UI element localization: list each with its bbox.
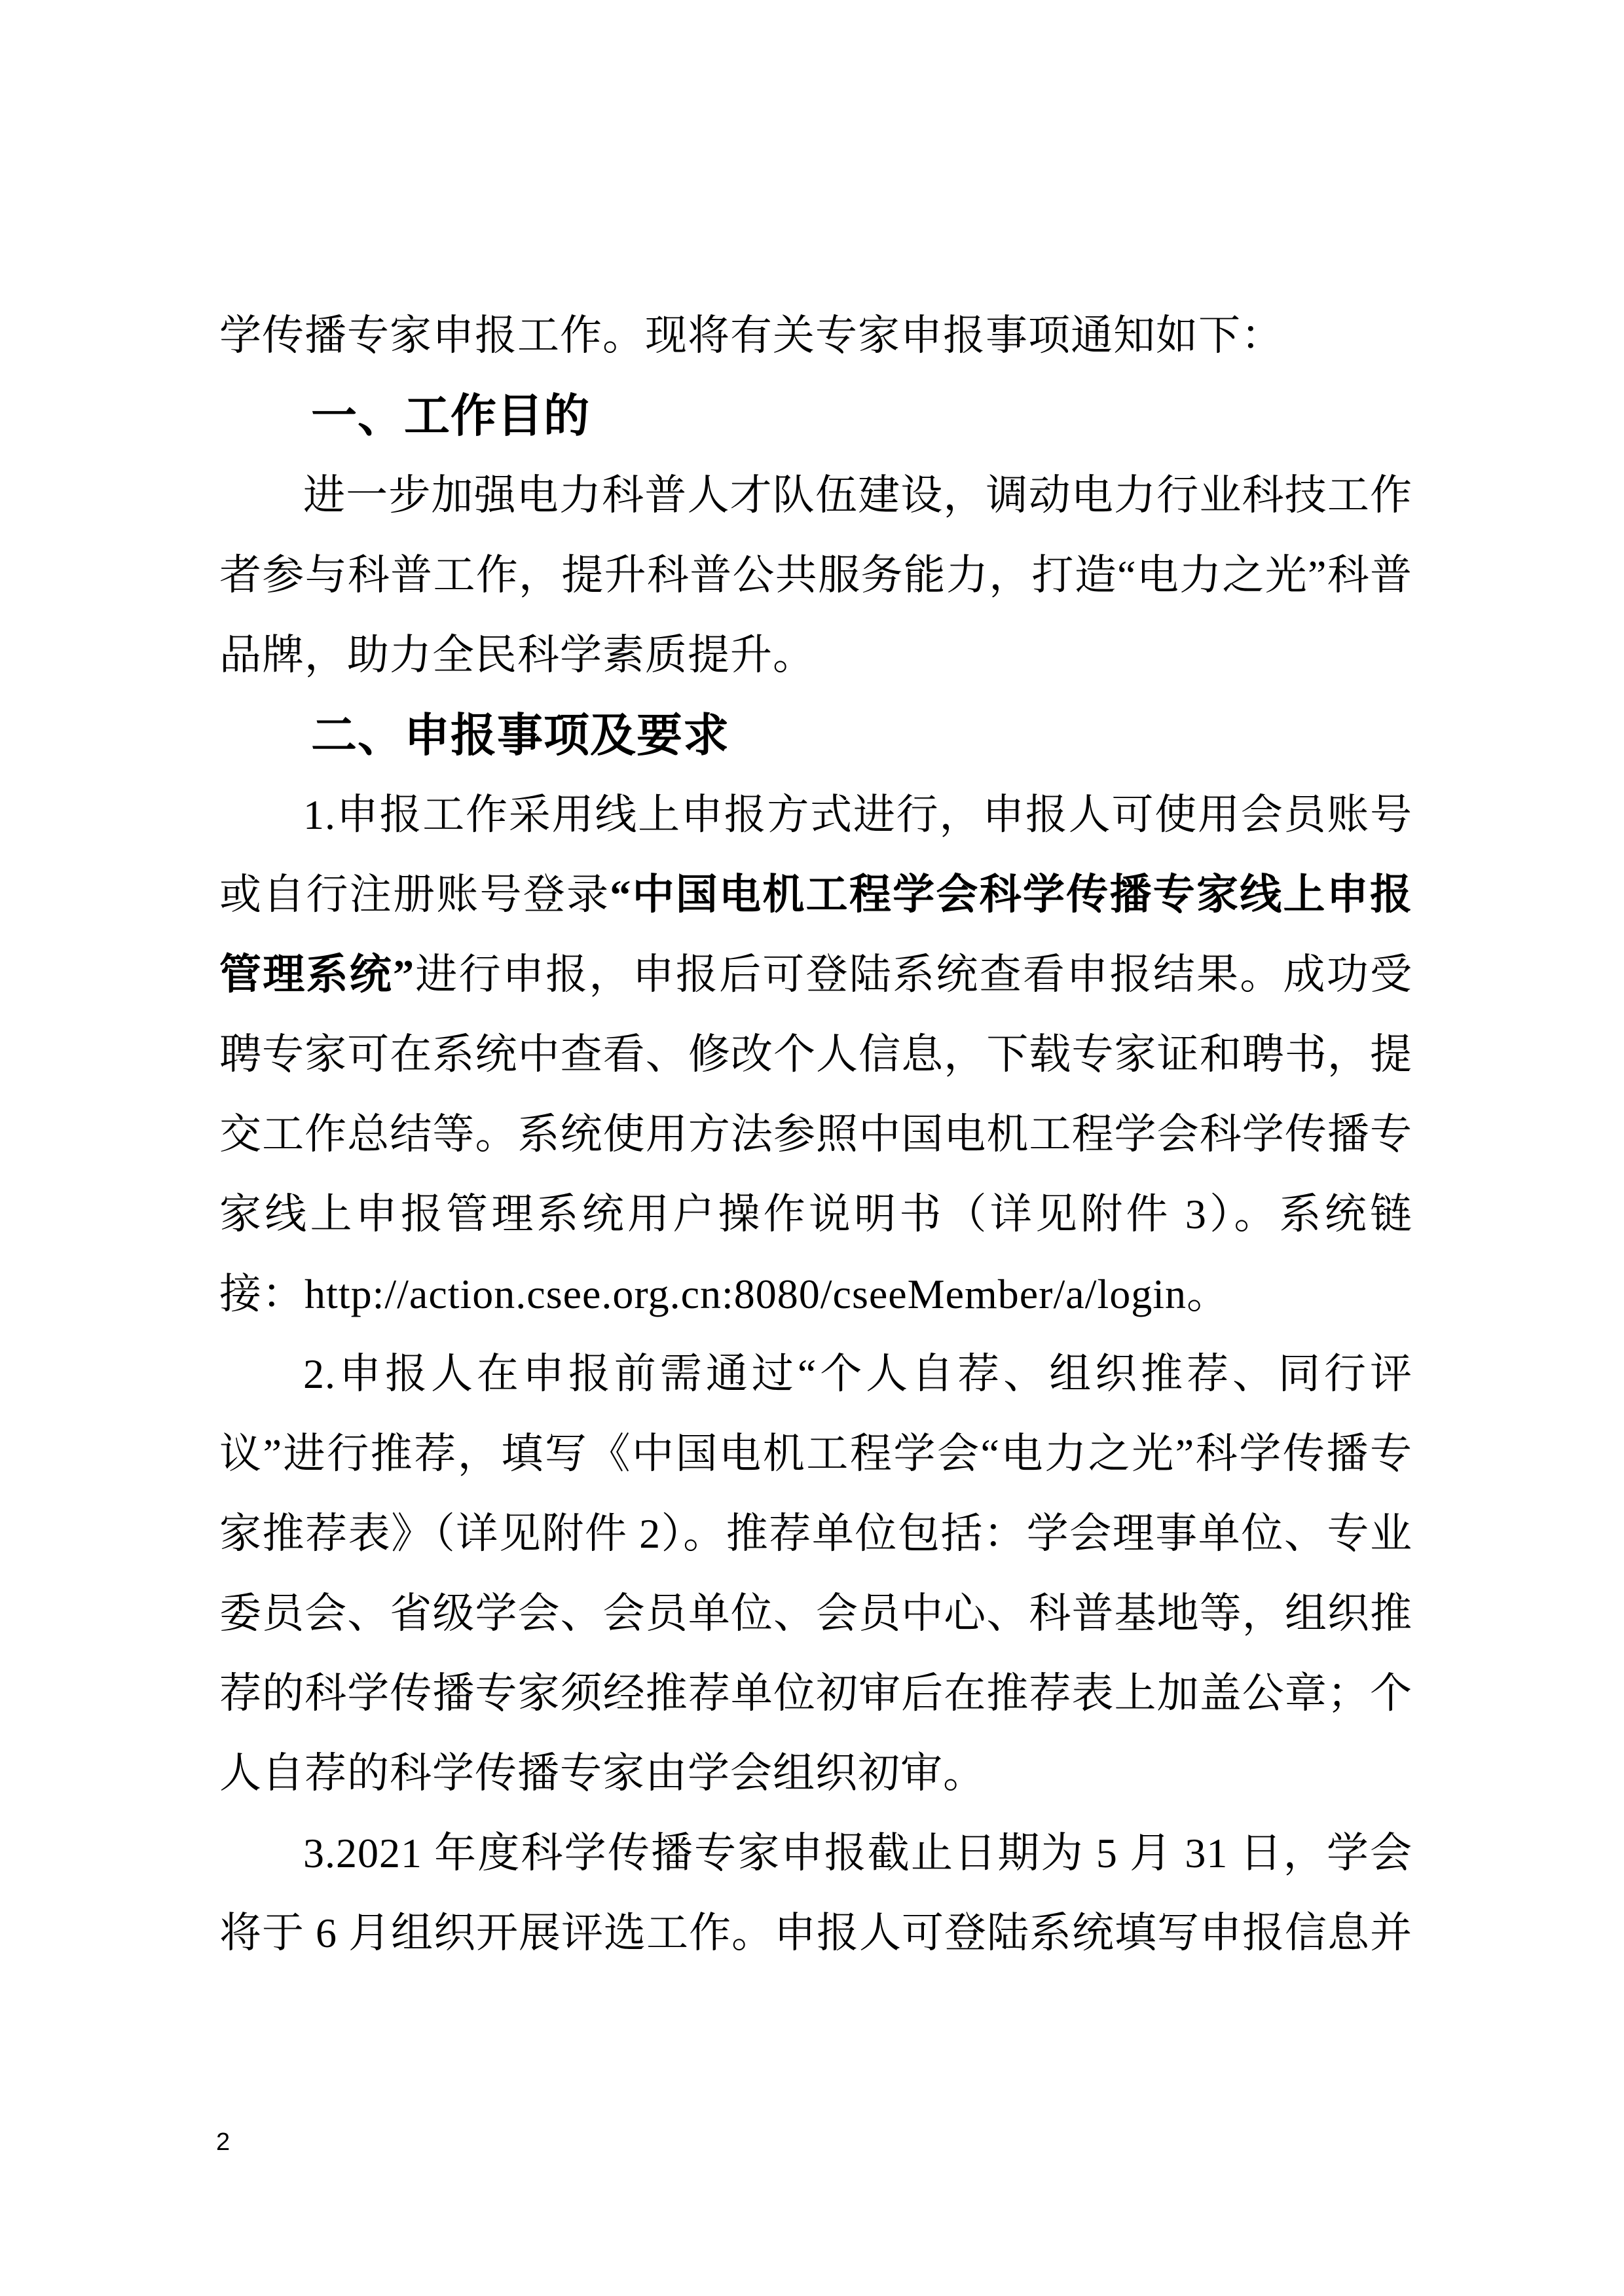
section1-paragraph: 进一步加强电力科普人才队伍建设，调动电力行业科技工作者参与科普工作，提升科普公共服务能力，打造“电力之光”科普品牌，助力全民科学素质提升。 xyxy=(219,472,1412,678)
item1-text-pre: 1.申报工作采用线上申报方式进行，申报人可使用会员账号或自行注册账号登录 xyxy=(219,792,1412,918)
item3-paragraph: 3.2021 年度科学传播专家申报截止日期为 5 月 31 日，学会将于 6 月组织开展评选工作。申报人可登陆系统填写申报信息并 xyxy=(219,1830,1412,1956)
section1-heading: 一、工作目的 xyxy=(311,390,590,441)
item2-paragraph: 2.申报人在申报前需通过“个人自荐、组织推荐、同行评议”进行推荐，填写《中国电机工程学会“电力之光”科学传播专家推荐表》（详见附件 2）。推荐单位包括：学会理事单位、专业委员会、省级学会、会员单位、会员中心、科普基地等，组织推荐的科学传播专家须经推荐单位初审后在推荐表上加盖公章；个人自荐的科学传播专家由学会组织初审。 xyxy=(219,1351,1412,1796)
system-link-url: http://action.csee.org.cn:8080/cseeMember/a/login。 xyxy=(304,1271,1229,1317)
section2-heading: 二、申报事项及要求 xyxy=(311,710,729,761)
system-name-bold: “中国电机工程学会科学传播专家线上申报管理系统” xyxy=(219,871,1413,998)
page-number: 2 xyxy=(216,2128,231,2156)
item1-paragraph xyxy=(219,775,1412,1334)
document-body xyxy=(219,296,1412,1973)
item1-text-post: 进行申报，申报后可登陆系统查看申报结果。成功受聘专家可在系统中查看、修改个人信息，下载专家证和聘书，提交工作总结等。系统使用方法参照中国电机工程学会科学传播专家线上申报管理系统用户操作说明书（详见附件 3）。系统链接： xyxy=(219,951,1413,1317)
intro-paragraph: 学传播专家申报工作。现将有关专家申报事项通知如下： xyxy=(219,312,1283,359)
